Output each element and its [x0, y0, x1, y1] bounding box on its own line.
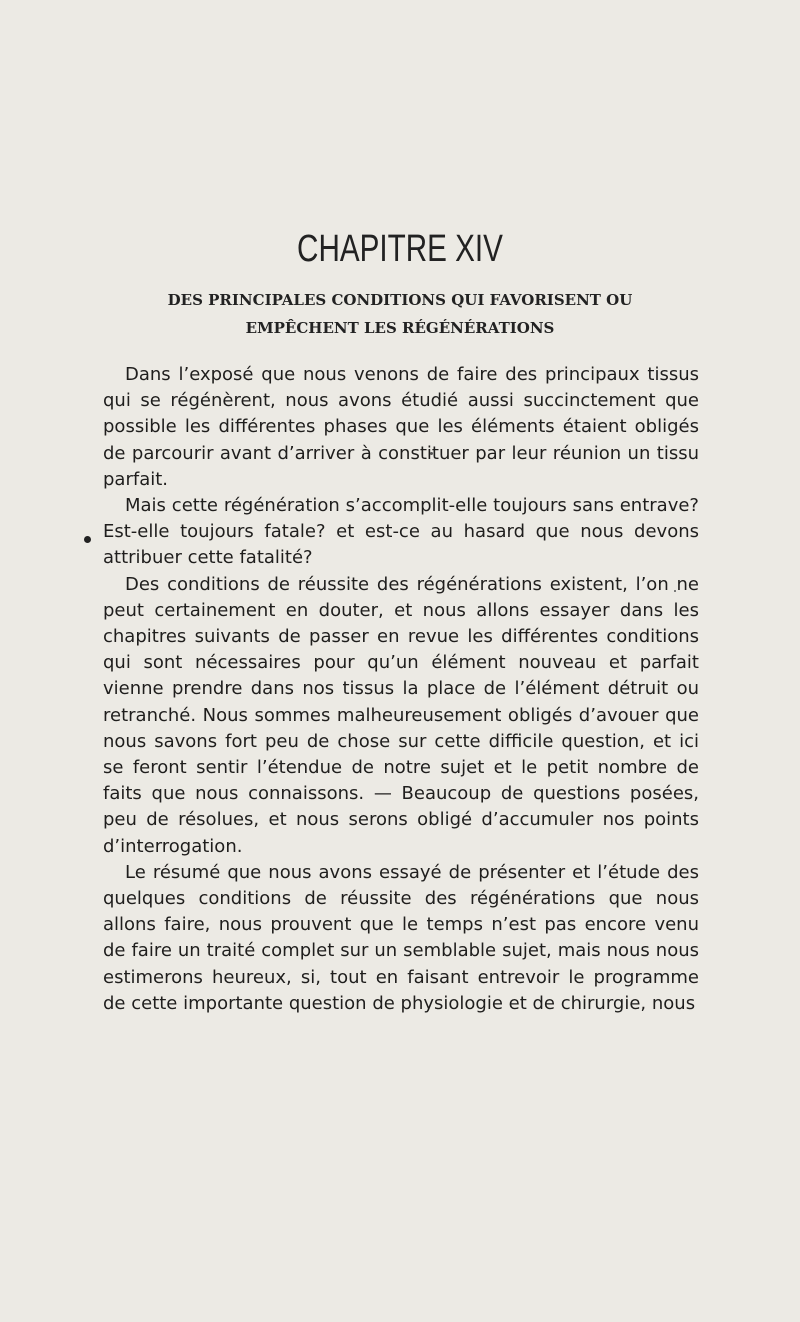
chapter-title: CHAPITRE XIV: [297, 228, 503, 270]
paragraph-2: Mais cette régénération s’accomplit-elle toujours sans entrave? Est-elle toujours fatale? et est-ce au hasard que nous devons attribuer cette fatalité?: [103, 495, 699, 569]
paragraph-1: Dans l’exposé que nous venons de faire des principaux tissus qui se régénèrent, nous avons étudié aussi succinctement que possible les différentes phases que les éléments étaient obligés de parcourir avant d’arriver à constituer par leur réunion un tissu parfait.: [103, 364, 699, 490]
subtitle-line-2: EMPÊCHENT LES RÉGÉNÉRATIONS: [245, 319, 555, 337]
body-text: [103, 362, 699, 1017]
subtitle-line-1: DES PRINCIPALES CONDITIONS QUI FAVORISENT OU: [167, 291, 633, 309]
chapter-subtitle: [0, 286, 800, 342]
paragraph-4: Le résumé que nous avons essayé de présenter et l’étude des quelques conditions de réussite des régénérations que nous allons faire, nous prouvent que le temps n’est pas encore venu de faire un traité complet sur un semblable sujet, mais nous nous estimerons heureux, si, tout en faisant entrevoir le programme de cette importante question de physiologie et de chirurgie, nous: [103, 861, 699, 1014]
bullet-mark: [84, 536, 91, 543]
paragraph-3: Des conditions de réussite des régénérations existent, l’on ne peut certainement en douter, et nous allons essayer dans les chapitres suivants de passer en revue les différentes conditions qui sont nécessaires pour qu’un élément nouveau et parfait vienne prendre dans nos tissus la place de l’élément détruit ou retranché. Nous sommes malheureusement obligés d’avouer que nous savons fort peu de chose sur cette difficile question, et ici se feront sentir l’étendue de notre sujet et le petit nombre de faits que nous connaissons. — Beaucoup de questions posées, peu de résolues, et nous serons obligé d’accumuler nos points d’interrogation.: [103, 573, 699, 857]
